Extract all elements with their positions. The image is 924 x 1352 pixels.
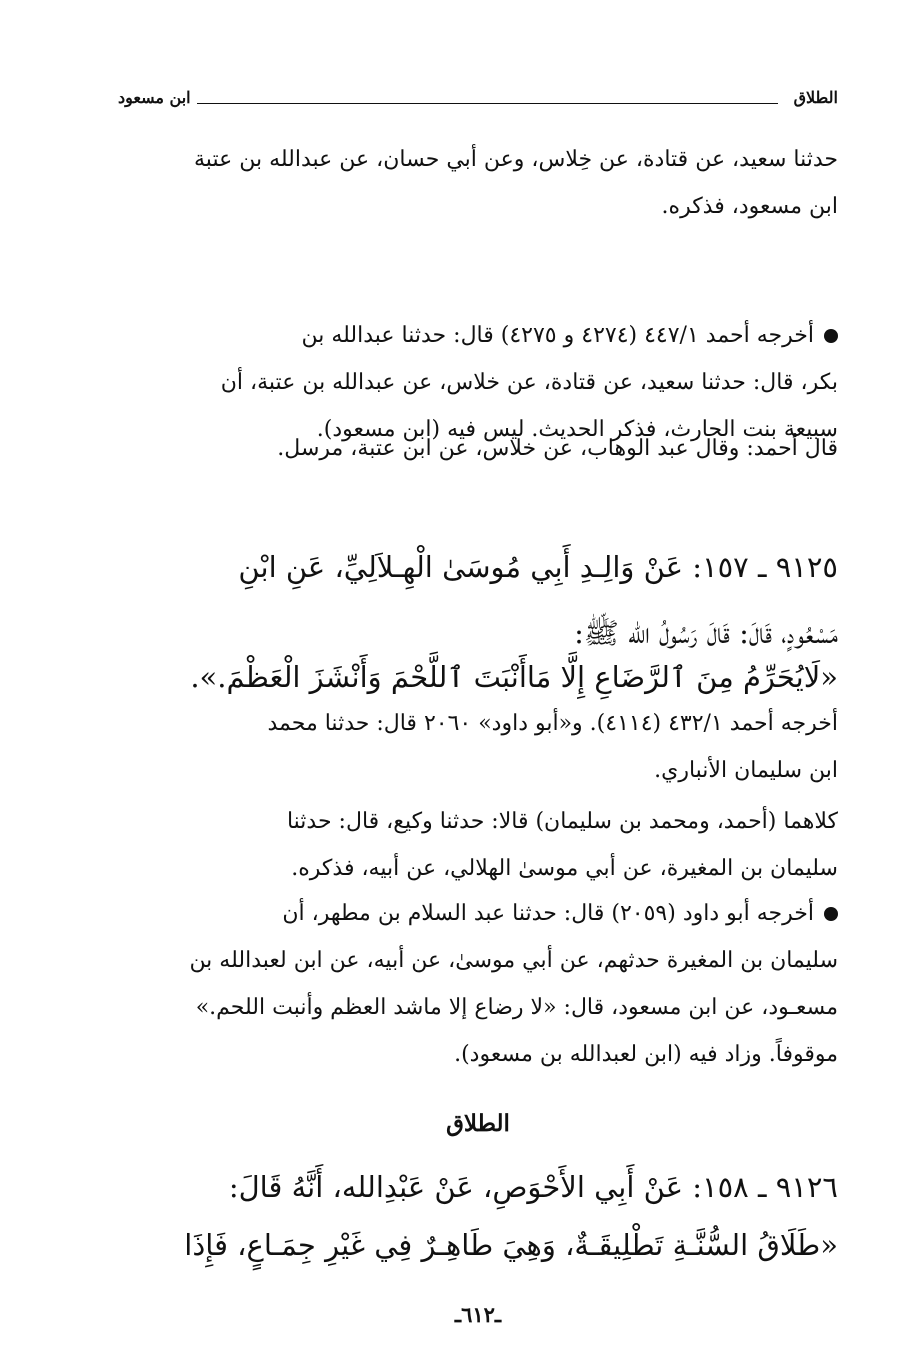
header-chapter-title: الطلاق (788, 88, 838, 107)
text-line: سبيعة بنت الحارث، فذكر الحديث. ليس فيه (ابن مسعود). (316, 417, 838, 442)
running-header (118, 88, 838, 114)
hadith-9126-text (118, 1214, 838, 1276)
paragraph-isnad-continuation (118, 136, 838, 230)
text-line: «لَايُحَرِّمُ مِنَ ٱلرَّضَاعِ إِلَّا مَاأَنْبَتَ ٱللَّحْمَ وَأَنْشَزَ الْعَظْمَ.». (190, 660, 838, 694)
text-line: مسعـود، عن ابن مسعود، قال: «لا رضاع إلا ماشد العظم وأنبت اللحم.» (195, 995, 838, 1020)
text-line: مَسْعُودٍ، قَالَ: قَالَ رَسُولُ الله ﷺ: (574, 616, 838, 650)
text-line: ٩١٢٥ ـ ١٥٧: عَنْ وَالِـدِ أَبِي مُوسَىٰ الْهِـلاَلِيِّ، عَنِ ابْنِ (238, 550, 838, 584)
text-line (118, 312, 838, 359)
hadith-9125-text (118, 646, 838, 708)
paragraph-abudawud-mawquf (118, 890, 838, 1078)
text-line (118, 890, 838, 937)
text-line: سليمان بن المغيرة، عن أبي موسىٰ الهلالي، عن أبيه، فذكره. (291, 856, 838, 881)
text-line-content: أخرجه أحمد ٤٤٧/١ (٤٢٧٤ و ٤٢٧٥) قال: حدثنا عبدالله بن (301, 323, 814, 348)
header-book-title: ابن مسعود (118, 88, 197, 107)
hadith-9125-heading (118, 536, 838, 598)
text-line: سليمان بن المغيرة حدثهم، عن أبي موسىٰ، عن أبيه، عن ابن لعبدالله بن (189, 948, 838, 973)
paragraph-both-chains (118, 798, 838, 892)
hadith-9126-heading (118, 1156, 838, 1218)
text-line: موقوفاً. وزاد فيه (ابن لعبدالله بن مسعود). (454, 1042, 838, 1067)
text-line: «طَلَاقُ السُّنَّـةِ تَطْلِيقَـةٌ، وَهِيَ طَاهِـرٌ فِي غَيْرِ جِمَـاعٍ، فَإِذَا (184, 1228, 838, 1262)
text-line: بكر، قال: حدثنا سعيد، عن قتادة، عن خلاس، عن عبدالله بن عتبة، أن (220, 370, 838, 395)
text-line-content: أخرجه أبو داود (٢٠٥٩) قال: حدثنا عبد السلام بن مطهر، أن (282, 901, 814, 926)
header-rule (188, 103, 778, 104)
text-line: أخرجه أحمد ٤٣٢/١ (٤١١٤). و«أبو داود» ٢٠٦٠ قال: حدثنا محمد (267, 711, 838, 736)
text-line: ابن سليمان الأنباري. (654, 758, 838, 783)
section-title: الطلاق (446, 1110, 510, 1137)
paragraph-takhrij-abudawud (118, 700, 838, 794)
book-page (118, 80, 838, 1327)
text-line: ابن مسعود، فذكره. (661, 194, 838, 219)
text-line: ٩١٢٦ ـ ١٥٨: عَنْ أَبِي الأَحْوَصِ، عَنْ عَبْدِالله، أَنَّهُ قَالَ: (228, 1170, 838, 1204)
bullet-icon (824, 329, 838, 343)
bullet-icon (824, 907, 838, 921)
text-line: حدثنا سعيد، عن قتادة، عن خِلاس، وعن أبي حسان، عن عبدالله بن عتبة (194, 147, 838, 172)
page-number: ـ٦١٢ـ (454, 1302, 502, 1327)
paragraph-ahmad-note (118, 425, 838, 472)
text-line: قال أحمد: وقال عبد الوهاب، عن خلاس، عن ابن عتبة، مرسل. (277, 436, 838, 461)
text-line: كلاهما (أحمد، ومحمد بن سليمان) قالا: حدثنا وكيع، قال: حدثنا (286, 809, 838, 834)
